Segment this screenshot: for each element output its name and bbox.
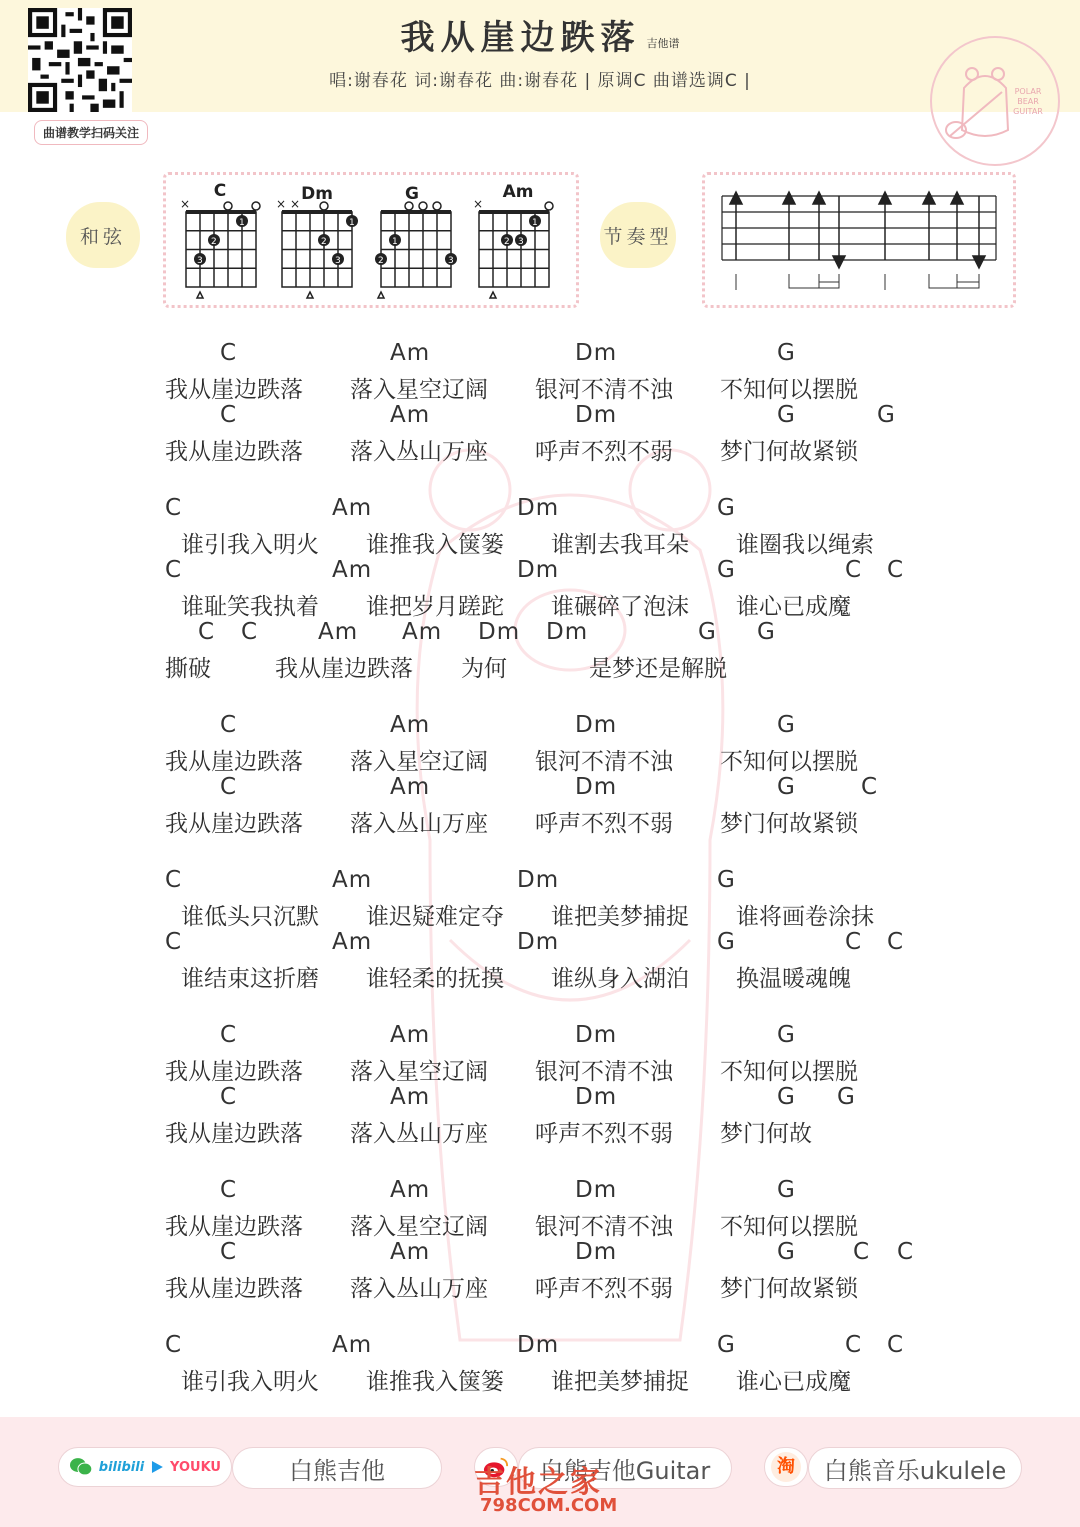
chord-symbol: G [777, 712, 796, 738]
svg-text:×: × [180, 197, 191, 211]
chord-name-am: Am [502, 182, 534, 202]
chord-symbol: G [777, 1022, 796, 1048]
site-watermark: 吉他之家 [474, 1465, 602, 1500]
chord-line [165, 772, 945, 803]
lyrics-sheet [165, 338, 945, 1395]
chord-symbol: C [861, 774, 879, 800]
site-watermark-url: 798COM.COM [480, 1495, 618, 1516]
song-title [0, 10, 1080, 59]
chord-symbol: C [220, 340, 238, 366]
svg-text:1: 1 [349, 218, 355, 228]
chord-line [165, 493, 945, 524]
chord-line [165, 1020, 945, 1051]
chord-symbol: Dm [575, 1084, 618, 1110]
chords-label: 和弦 [66, 202, 140, 268]
lyric-phrase: 谁耻笑我执着 [181, 594, 319, 620]
lyric-phrase: 不知何以摆脱 [720, 1059, 858, 1085]
wechat-icon [69, 1456, 93, 1478]
lyric-phrase: 谁引我入明火 [181, 1369, 319, 1395]
lyric-phrase: 不知何以摆脱 [720, 1214, 858, 1240]
chord-symbol: Dm [575, 774, 618, 800]
chord-line [165, 1237, 945, 1268]
lyric-phrase: 谁低头只沉默 [181, 904, 319, 930]
lyric-phrase: 我从崖边跌落 [275, 656, 413, 682]
lyric-phrase: 我从崖边跌落 [165, 1059, 303, 1085]
chord-line [165, 1330, 945, 1361]
lyric-phrase: 谁把岁月蹉跎 [366, 594, 504, 620]
chord-line [165, 617, 945, 648]
lyric-phrase: 梦门何故 [720, 1121, 812, 1147]
chord-symbol: C [897, 1239, 915, 1265]
chord-symbol: Am [332, 929, 373, 955]
lyric-line [165, 741, 945, 775]
chord-symbol: C [165, 557, 183, 583]
lyric-phrase: 撕破 [165, 656, 211, 682]
lyric-phrase: 谁心已成魔 [736, 1369, 851, 1395]
song-credits: 唱:谢春花 词:谢春花 曲:谢春花 | 原调C 曲谱选调C | [329, 71, 751, 91]
chord-symbol: C [220, 1022, 238, 1048]
lyric-phrase: 梦门何故紧锁 [720, 1276, 858, 1302]
chord-symbol: G [777, 1239, 796, 1265]
logo-line-1: POLAR [1014, 87, 1042, 96]
lyric-line [165, 803, 945, 837]
lyric-phrase: 谁割去我耳朵 [551, 532, 689, 558]
chord-symbol: Am [390, 712, 431, 738]
chord-line [165, 1082, 945, 1113]
chord-name-c: C [213, 181, 227, 201]
stanza-gap [165, 834, 945, 865]
chord-symbol: G [777, 1177, 796, 1203]
chord-symbol: Dm [575, 340, 618, 366]
channel-pill-3[interactable]: 白熊音乐ukulele [808, 1447, 1022, 1489]
chord-symbol: C [853, 1239, 871, 1265]
lyric-phrase: 谁推我入箧篓 [366, 532, 504, 558]
lyric-phrase: 谁引我入明火 [181, 532, 319, 558]
chord-symbol: C [220, 1239, 238, 1265]
lyric-line [165, 958, 945, 992]
lyric-phrase: 谁轻柔的抚摸 [366, 966, 504, 992]
lyric-phrase: 我从崖边跌落 [165, 1121, 303, 1147]
chord-g-diagram [375, 202, 457, 298]
chord-line [165, 1175, 945, 1206]
title-sub: 吉他谱 [646, 37, 680, 50]
lyric-phrase: 谁圈我以绳索 [736, 532, 874, 558]
svg-text:×: × [473, 197, 484, 211]
logo-line-3: GUITAR [1013, 107, 1043, 116]
lyric-phrase: 谁碾碎了泡沫 [551, 594, 689, 620]
lyric-phrase: 银河不清不浊 [535, 1059, 673, 1085]
svg-text:3: 3 [518, 237, 524, 247]
chord-symbol: C [220, 402, 238, 428]
svg-text:×: × [276, 197, 287, 211]
lyric-line [165, 586, 945, 620]
chord-symbol: G [717, 557, 736, 583]
taobao-pill[interactable] [764, 1447, 808, 1487]
lyric-line [165, 369, 945, 403]
lyric-phrase: 谁将画卷涂抹 [736, 904, 874, 930]
lyric-phrase: 谁推我入箧篓 [366, 1369, 504, 1395]
chord-c-diagram [180, 197, 260, 298]
bilibili-logo: bilibili [98, 1459, 145, 1475]
lyric-phrase: 银河不清不浊 [535, 749, 673, 775]
chord-symbol: C [241, 619, 259, 645]
lyric-phrase: 谁纵身入湖泊 [551, 966, 689, 992]
rhythm-pattern [712, 184, 1002, 296]
chord-symbol: C [165, 929, 183, 955]
rhythm-label: 节奏型 [600, 202, 676, 268]
lyric-phrase: 我从崖边跌落 [165, 1276, 303, 1302]
lyric-phrase: 落入星空辽阔 [350, 749, 488, 775]
chord-symbol: C [165, 1332, 183, 1358]
lyric-phrase: 落入丛山万座 [350, 1121, 488, 1147]
chord-line [165, 338, 945, 369]
chord-symbol: G [757, 619, 776, 645]
chord-symbol: Am [390, 1084, 431, 1110]
chord-symbol: Am [390, 1022, 431, 1048]
chord-symbol: Dm [546, 619, 589, 645]
chord-symbol: Am [332, 557, 373, 583]
qr-caption: 曲谱教学扫码关注 [34, 120, 148, 145]
chord-name-dm: Dm [301, 184, 333, 204]
chord-symbol: Dm [575, 1239, 618, 1265]
chord-symbol: Dm [517, 557, 560, 583]
lyric-phrase: 我从崖边跌落 [165, 811, 303, 837]
lyric-phrase: 我从崖边跌落 [165, 1214, 303, 1240]
lyric-phrase: 呼声不烈不弱 [535, 1276, 673, 1302]
chord-symbol: G [777, 340, 796, 366]
lyric-phrase: 我从崖边跌落 [165, 439, 303, 465]
svg-text:3: 3 [197, 256, 203, 266]
chord-symbol: Am [318, 619, 359, 645]
lyric-phrase: 落入星空辽阔 [350, 377, 488, 403]
chord-symbol: G [777, 774, 796, 800]
svg-text:3: 3 [448, 256, 454, 266]
lyric-phrase: 换温暖魂魄 [736, 966, 851, 992]
chord-symbol: Am [390, 1177, 431, 1203]
lyric-phrase: 我从崖边跌落 [165, 377, 303, 403]
channel-pill-1[interactable]: 白熊吉他 [232, 1447, 442, 1489]
lyric-phrase: 梦门何故紧锁 [720, 439, 858, 465]
lyric-line [165, 1361, 945, 1395]
lyric-phrase: 呼声不烈不弱 [535, 1121, 673, 1147]
chord-line [165, 927, 945, 958]
chord-symbol: C [887, 929, 905, 955]
chord-symbol: G [877, 402, 896, 428]
svg-text:2: 2 [321, 237, 327, 247]
chord-symbol: Dm [517, 929, 560, 955]
taobao-icon: 淘 [771, 1452, 801, 1482]
lyric-phrase: 我从崖边跌落 [165, 749, 303, 775]
chord-symbol: G [717, 495, 736, 521]
chord-symbol: G [837, 1084, 856, 1110]
chord-symbol: Am [332, 495, 373, 521]
chord-symbol: G [717, 1332, 736, 1358]
chord-symbol: Am [390, 340, 431, 366]
lyric-phrase: 落入星空辽阔 [350, 1214, 488, 1240]
chord-line [165, 400, 945, 431]
svg-text:×: × [290, 197, 301, 211]
lyric-line [165, 431, 945, 465]
chord-symbol: Am [390, 774, 431, 800]
stanza-gap [165, 679, 945, 710]
lyric-line [165, 1051, 945, 1085]
lyric-line [165, 1113, 945, 1147]
chord-symbol: C [845, 1332, 863, 1358]
platforms-pill[interactable] [58, 1447, 232, 1487]
stanza-gap [165, 989, 945, 1020]
svg-text:1: 1 [239, 218, 245, 228]
lyric-phrase: 银河不清不浊 [535, 1214, 673, 1240]
svg-text:2: 2 [378, 256, 384, 266]
stanza-gap [165, 462, 945, 493]
chord-symbol: C [845, 929, 863, 955]
chord-symbol: C [220, 1177, 238, 1203]
lyric-phrase: 谁迟疑难定夺 [366, 904, 504, 930]
svg-text:2: 2 [504, 237, 510, 247]
stanza-gap [165, 1299, 945, 1330]
chord-symbol: C [198, 619, 216, 645]
lyric-phrase: 落入丛山万座 [350, 811, 488, 837]
chord-symbol: G [717, 867, 736, 893]
lyric-phrase: 落入丛山万座 [350, 1276, 488, 1302]
chord-symbol: G [698, 619, 717, 645]
chord-symbol: Am [402, 619, 443, 645]
chord-symbol: C [220, 774, 238, 800]
chord-symbol: Dm [517, 495, 560, 521]
chord-symbol: C [165, 495, 183, 521]
chord-symbol: Am [390, 1239, 431, 1265]
chord-symbol: Dm [575, 402, 618, 428]
chord-line [165, 710, 945, 741]
lyric-phrase: 落入丛山万座 [350, 439, 488, 465]
chord-symbol: G [717, 929, 736, 955]
lyric-phrase: 呼声不烈不弱 [535, 439, 673, 465]
chord-symbol: C [845, 557, 863, 583]
lyric-phrase: 为何 [461, 656, 507, 682]
chord-symbol: G [777, 1084, 796, 1110]
chord-symbol: Am [332, 867, 373, 893]
lyric-line [165, 1206, 945, 1240]
chord-symbol: Dm [517, 867, 560, 893]
chord-symbol: Dm [517, 1332, 560, 1358]
chord-line [165, 555, 945, 586]
chord-symbol: Am [390, 402, 431, 428]
chord-am-diagram [473, 197, 553, 298]
lyric-line [165, 896, 945, 930]
chord-name-g: G [405, 184, 419, 204]
channel-pill-2[interactable]: 白熊吉他Guitar [518, 1447, 732, 1489]
lyric-phrase: 不知何以摆脱 [720, 749, 858, 775]
svg-text:1: 1 [392, 237, 398, 247]
lyric-phrase: 谁把美梦捕捉 [551, 1369, 689, 1395]
chord-symbol: C [220, 712, 238, 738]
youku-play-icon [150, 1460, 164, 1474]
chord-symbol: Dm [575, 1177, 618, 1203]
lyric-line [165, 524, 945, 558]
lyric-phrase: 落入星空辽阔 [350, 1059, 488, 1085]
lyric-line [165, 648, 945, 682]
polar-bear-guitar-icon [932, 38, 1058, 164]
lyric-phrase: 是梦还是解脱 [589, 656, 727, 682]
chord-symbol: C [220, 1084, 238, 1110]
chord-symbol: C [165, 867, 183, 893]
svg-text:2: 2 [211, 237, 217, 247]
chord-symbol: C [887, 557, 905, 583]
stanza-gap [165, 1144, 945, 1175]
lyric-phrase: 梦门何故紧锁 [720, 811, 858, 837]
lyric-phrase: 银河不清不浊 [535, 377, 673, 403]
lyric-phrase: 呼声不烈不弱 [535, 811, 673, 837]
chord-symbol: Dm [575, 712, 618, 738]
svg-text:3: 3 [335, 256, 341, 266]
chord-symbol: C [887, 1332, 905, 1358]
chord-line [165, 865, 945, 896]
lyric-phrase: 谁心已成魔 [736, 594, 851, 620]
chord-symbol: Dm [478, 619, 521, 645]
lyric-phrase: 谁把美梦捕捉 [551, 904, 689, 930]
chord-dm-diagram [276, 197, 358, 298]
lyric-line [165, 1268, 945, 1302]
chord-symbol: Dm [575, 1022, 618, 1048]
brand-logo [930, 36, 1060, 166]
chord-symbol: Am [332, 1332, 373, 1358]
lyric-phrase: 谁结束这折磨 [181, 966, 319, 992]
logo-line-2: BEAR [1017, 97, 1039, 106]
youku-logo: YOUKU [170, 1459, 221, 1475]
title-text: 我从崖边跌落 [400, 18, 641, 58]
lyric-phrase: 不知何以摆脱 [720, 377, 858, 403]
svg-text:1: 1 [532, 218, 538, 228]
chord-symbol: G [777, 402, 796, 428]
